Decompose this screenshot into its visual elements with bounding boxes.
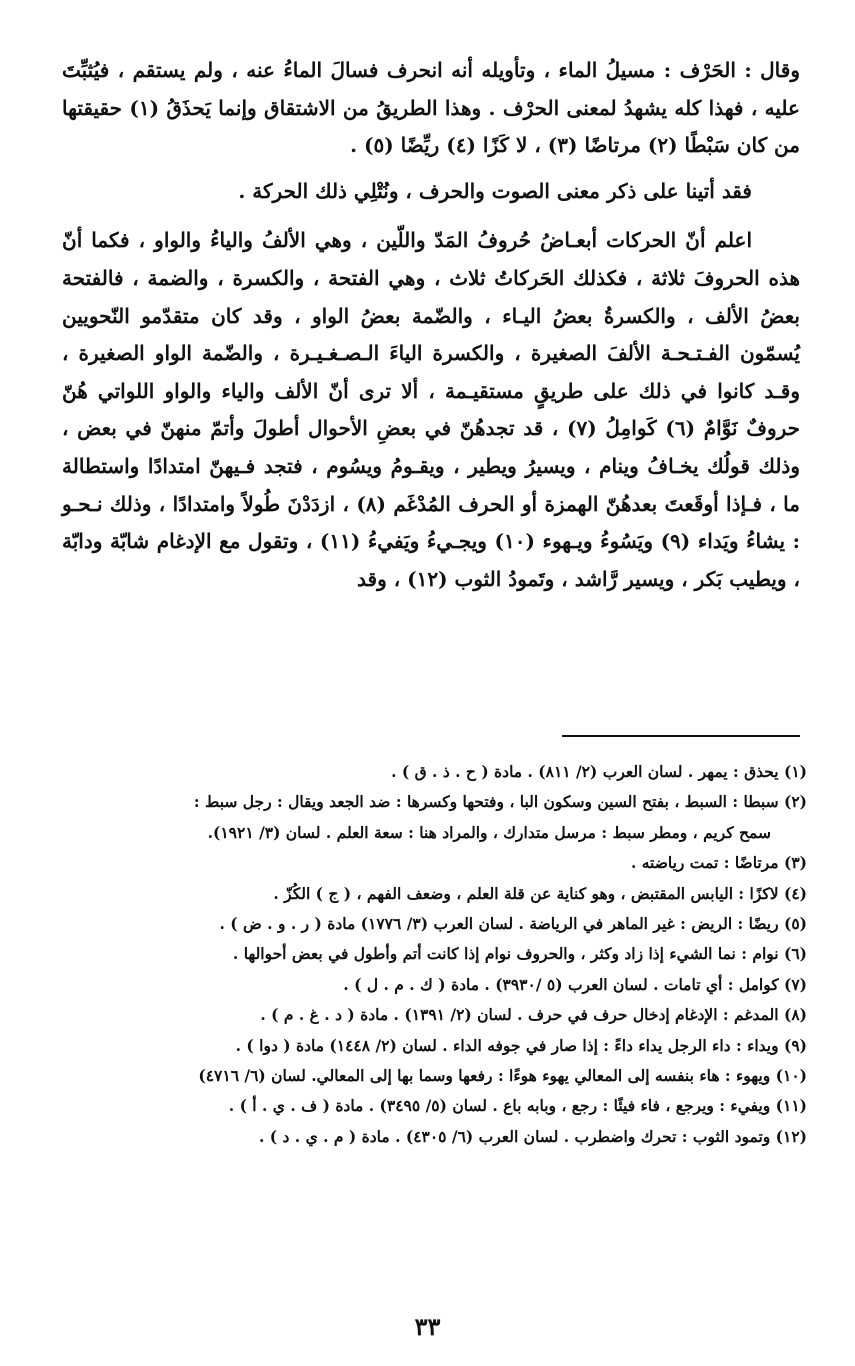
footnote-8: (٨) المدغم : الإدغام إدخال حرف في حرف . لسان (٢/ ١٣٩١) . مادة ( د . غ . م ) . bbox=[260, 1005, 807, 1025]
footnote-4: (٤) لاكزًا : اليابس المقتبض ، وهو كناية عن قلة العلم ، وضعف الفهم ، ( ج ) الكُزّ . bbox=[273, 883, 807, 903]
footnote-5: (٥) ريضًا : الريض : غير الماهر في الرياضة . لسان العرب (٣/ ١٧٧٦) مادة ( ر . و . ض ) . bbox=[219, 914, 807, 934]
body-text bbox=[62, 52, 800, 598]
paragraph-2: فقد أتينا على ذكر معنى الصوت والحرف ، ونُتْلِي ذلك الحركة . bbox=[238, 178, 752, 203]
footnote-separator bbox=[562, 735, 800, 737]
page-number: ٣٣ bbox=[414, 1312, 441, 1341]
paragraph-3: اعلم أنّ الحركات أبعـاضُ حُروفُ المَدّ واللّين ، وهي الألفُ والياءُ والواو ، فكما أنّ هذه الحروفَ ثلاثة ، فكذلك الحَركاتُ ثلاث ، وهي الفتحة ، والكسرة ، والضمة ، فالفتحة بعضُ الألف ، والكسرةُ بعضُ اليـاء ، والضّمة بعضُ الواو ، وقد كان متقدّمو النّحويين يُسمّون الفـتـحـة الألفَ الصغيرة ، والكسرة الياءَ الـصـغـيـرة ، والضّمة الواو الصغيرة ، وقـد كانوا في ذلك على طريقٍ مستقيـمة ، ألا ترى أنّ الألف والياء والواو اللواتي هُنّ حروفٌ نَوَّامٌ (٦) كَوامِلُ (٧) ، قد تجدهُنّ في بعضِ الأحوال أطولَ وأتمّ منهنّ في بعض ، وذلك قولُك يخـافُ وينام ، ويسيرُ ويطير ، ويقـومُ ويسُوم ، فتجد فـيهنّ امتدادًا واستطالة ما ، فـإذا أوقَعتَ بعدهُنّ الهمزة أو الحرف المُدْغَم (٨) ، ازدَدْنَ طُولاً وامتدادًا ، وذلك نـحـو : يشاءُ ويَداء (٩) ويَسُوءُ ويـهوء (١٠) ويجـيءُ ويَفيءُ (١١) ، وتقول مع الإدغام شابّة ودابّة ، ويطيب بَكر ، ويسير رَّاشد ، وتَمودُ الثوب (١٢) ، وقد bbox=[62, 228, 800, 591]
paragraph-1: وقال : الحَرْف : مسيلُ الماء ، وتأويله أنه انحرف فسالَ الماءُ عنه ، ولم يستقم ، فيُثبِّتَ عليه ، فهذا كله يشهدُ لمعنى الحرْف . وهذا الطريقُ من الاشتقاق وإنما يَحذَقُ (١) حقيقتها من كان سَبْطًا (٢) مرتاضًا (٣) ، لا كَزًا (٤) ريِّضًا (٥) . bbox=[62, 58, 800, 158]
footnote-10: (١٠) ويهوء : هاء بنفسه إلى المعالي يهوء هوءًا : رفعها وسما بها إلى المعالي. لسان (٦/ ٤٧١٦) bbox=[198, 1066, 807, 1086]
main-text bbox=[62, 52, 800, 598]
footnote-12: (١٢) وتمود الثوب : تحرك واضطرب . لسان العرب (٦/ ٤٣٠٥) . مادة ( م . ي . د ) . bbox=[258, 1126, 807, 1146]
footnote-2-continuation: سمح كريم ، ومطر سبط : مرسل متدارك ، والمراد هنا : سعة العلم . لسان (٣/ ١٩٢١). bbox=[207, 822, 771, 842]
footnote-6: (٦) نوام : نما الشيء إذا زاد وكثر ، والحروف نوام إذا كانت أتم وأطول في بعض أحوالها . bbox=[232, 944, 807, 964]
footnotes bbox=[62, 757, 807, 1152]
footnote-2: (٢) سبطا : السبط ، بفتح السين وسكون البا ، وفتحها وكسرها : ضد الجعد ويقال : رجل سبط : bbox=[193, 792, 807, 812]
footnote-9: (٩) ويداء : داء الرجل يداء داءً : إذا صار في جوفه الداء . لسان (٢/ ١٤٤٨) مادة ( دوا ) . bbox=[235, 1035, 807, 1055]
footnote-11: (١١) ويفيء : ويرجع ، فاء فيئًا : رجع ، وبابه باع . لسان (٥/ ٣٤٩٥) . مادة ( ف . ي . أ ) . bbox=[228, 1096, 807, 1116]
footnote-7: (٧) كوامل : أي تامات . لسان العرب (٥ /٣٩٣٠) . مادة ( ك . م . ل ) . bbox=[343, 974, 807, 994]
footnote-3: (٣) مرتاضًا : تمت رياضته . bbox=[630, 853, 807, 873]
footnote-1: (١) يحذق : يمهر . لسان العرب (٢/ ٨١١) . مادة ( ح . ذ . ق ) . bbox=[391, 762, 807, 781]
